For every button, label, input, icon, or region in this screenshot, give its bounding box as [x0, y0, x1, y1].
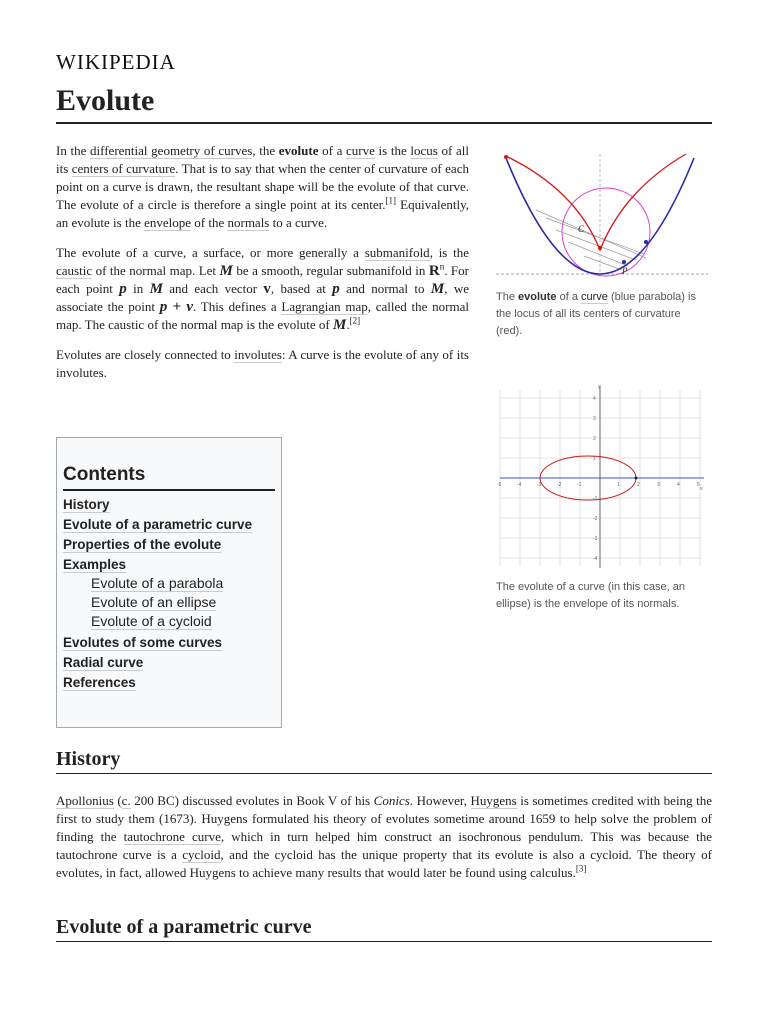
math-symbol: p + v: [159, 299, 193, 315]
page-title: Evolute: [56, 84, 712, 124]
figure1-caption: [496, 289, 708, 340]
intro-paragraph-1: [56, 142, 469, 232]
text-run: Evolutes are closely connected to: [56, 347, 235, 362]
y-tick-label: -1: [593, 496, 598, 502]
x-tick-label: 4: [677, 482, 680, 488]
x-tick-label: 1: [617, 482, 620, 488]
toc-heading: Contents: [63, 464, 275, 491]
figure-parabola-evolute: [496, 150, 708, 340]
section-heading-history: History: [56, 748, 712, 774]
inline-link[interactable]: Lagrangian map: [281, 299, 368, 314]
toc-list: [63, 497, 275, 690]
text-run: . For each point: [56, 263, 469, 296]
intro-paragraph-3: [56, 346, 469, 382]
x-tick-label: -3: [537, 482, 542, 488]
y-tick-label: 1: [593, 456, 596, 462]
y-axis-label: y: [598, 384, 601, 390]
text-run: , which in turn helped him construct an isochronous pendulum. This was because the tautochrone curve is a: [56, 829, 712, 862]
text-run: of a: [318, 143, 347, 158]
x-tick-label: -4: [517, 482, 522, 488]
text-run: , and the cycloid has the unique property that its evolute is also a cycloid. The theory of evolutes, in fact, allowed Huygens to achieve many results that would later be found using calculus.: [56, 847, 712, 880]
text-run: : A curve is the evolute of any of its involutes.: [56, 347, 469, 380]
math-bold: R: [428, 263, 440, 279]
inline-link[interactable]: submanifold: [364, 245, 430, 260]
inline-link[interactable]: curve: [346, 143, 375, 158]
label-p: P: [622, 266, 628, 276]
text-run: is the: [374, 143, 411, 158]
toc-item-examples[interactable]: Examples Evolute of a parabola Evolute of an ellipse Evolute of a cycloid: [63, 557, 275, 629]
toc-subitem-cycloid[interactable]: Evolute of a cycloid: [91, 613, 212, 629]
inline-link[interactable]: cycloid: [182, 847, 221, 862]
text-run: to a curve.: [269, 215, 328, 230]
text-run: The evolute of a curve, a surface, or more generally a: [56, 245, 365, 260]
toc-item-some-curves[interactable]: Evolutes of some curves: [63, 635, 223, 650]
italic-term: Conics: [373, 793, 410, 808]
text-run: in: [126, 281, 150, 296]
bold-term: evolute: [518, 291, 557, 303]
text-run: The: [496, 291, 519, 303]
y-tick-label: 4: [593, 396, 596, 402]
x-tick-label: 3: [657, 482, 660, 488]
inline-link[interactable]: Huygens: [470, 793, 517, 808]
inline-link[interactable]: Apollonius: [56, 793, 114, 808]
history-paragraph: [56, 792, 712, 882]
text-run: , based at: [270, 281, 333, 296]
reference-sup[interactable]: [3]: [575, 863, 587, 874]
text-run: Equivalently, an evolute is the: [56, 197, 469, 230]
wikipedia-logo[interactable]: WIKIPEDIA: [56, 50, 176, 74]
text-run: (blue parabola) is the locus of all its centers of curvature (red).: [496, 291, 696, 337]
bold-term: evolute: [278, 143, 319, 158]
text-run: and normal to: [339, 281, 431, 296]
inline-link[interactable]: caustic: [56, 263, 93, 278]
inline-link[interactable]: differential geometry of curves: [90, 143, 253, 158]
x-tick-label: -2: [557, 482, 562, 488]
x-tick-label: 2: [637, 482, 640, 488]
ellipse-point: [635, 477, 638, 480]
text-run: 200 BC) discussed evolutes in Book V of his: [130, 793, 374, 808]
section-heading-parametric: Evolute of a parametric curve: [56, 916, 712, 942]
toc-subitem-parabola[interactable]: Evolute of a parabola: [91, 575, 224, 591]
text-run: be a smooth, regular submanifold in: [232, 263, 429, 278]
x-tick-label: 5: [697, 482, 700, 488]
inline-link[interactable]: c.: [121, 793, 131, 808]
inline-link[interactable]: involutes: [234, 347, 282, 362]
toc-item-history[interactable]: History: [63, 497, 110, 512]
text-run: . This defines a: [192, 299, 282, 314]
text-run: , is the: [429, 245, 469, 260]
intro-section: [56, 142, 469, 394]
text-run: In the: [56, 143, 91, 158]
reference-sup[interactable]: [2]: [349, 315, 361, 326]
math-symbol: M: [430, 281, 445, 297]
text-run: , called the normal map. The caustic of the normal map is the evolute of: [56, 299, 469, 332]
label-c: C: [578, 224, 585, 234]
text-run: .: [346, 317, 350, 332]
text-run: . That is to say that when the center of curvature of each point on a curve is drawn, the resultant shape will be the evolute of that curve. The evolute of a circle is therefore a single point at its center.: [56, 161, 469, 212]
evolute-curve: [506, 154, 686, 250]
y-tick-label: -3: [593, 536, 598, 542]
parabola-evolute-diagram: [496, 150, 708, 280]
text-run: is sometimes credited with being the first to study them (1673). Huygens formulated his theory of evolutes sometime around 1659 to help solve the problem of finding the: [56, 793, 712, 844]
text-run: of the normal map. Let: [92, 263, 220, 278]
figure-ellipse-evolute: [496, 384, 708, 613]
inline-link[interactable]: normals: [227, 215, 270, 230]
text-run: of all its: [56, 143, 469, 176]
math-symbol: M: [219, 263, 233, 279]
toc-item-radial[interactable]: Radial curve: [63, 655, 144, 670]
inline-link[interactable]: centers of curvature: [71, 161, 176, 176]
math-symbol: p: [119, 281, 127, 297]
text-run: and each vector: [162, 281, 264, 296]
y-tick-label: 2: [593, 436, 596, 442]
toc-item-properties[interactable]: Properties of the evolute: [63, 537, 222, 552]
text-run: . However,: [409, 793, 471, 808]
math-symbol: M: [333, 317, 347, 333]
y-tick-label: -2: [593, 516, 598, 522]
inline-link[interactable]: locus: [410, 143, 438, 158]
normal-lines: [536, 210, 646, 270]
text-run: of a: [556, 291, 581, 303]
ellipse-evolute-diagram: [496, 384, 708, 570]
math-bold: v: [263, 281, 271, 297]
text-run: , the: [252, 143, 279, 158]
text-run: of the: [191, 215, 228, 230]
x-tick-label: -1: [577, 482, 582, 488]
osculating-circle: [562, 188, 650, 276]
inline-link[interactable]: envelope: [144, 215, 192, 230]
table-of-contents: [56, 437, 282, 728]
intro-paragraph-2: [56, 244, 469, 334]
x-tick-label: -5: [497, 482, 502, 488]
text-run: , we associate the point: [56, 281, 469, 314]
text-run: (: [113, 793, 122, 808]
y-tick-label: 3: [593, 416, 596, 422]
reference-sup[interactable]: n: [439, 261, 445, 272]
inline-link[interactable]: curve: [581, 291, 608, 303]
toc-item-references[interactable]: References: [63, 675, 136, 690]
figure2-caption: The evolute of a curve (in this case, an ellipse) is the envelope of its normals.: [496, 581, 685, 610]
toc-subitem-ellipse[interactable]: Evolute of an ellipse: [91, 594, 217, 610]
toc-item-parametric[interactable]: Evolute of a parametric curve: [63, 517, 253, 532]
x-axis-label: x: [700, 486, 703, 492]
math-symbol: M: [149, 281, 163, 297]
y-tick-label: -4: [593, 556, 598, 562]
reference-sup[interactable]: [1]: [385, 195, 396, 206]
math-symbol: p: [332, 281, 340, 297]
inline-link[interactable]: tautochrone curve: [123, 829, 221, 844]
